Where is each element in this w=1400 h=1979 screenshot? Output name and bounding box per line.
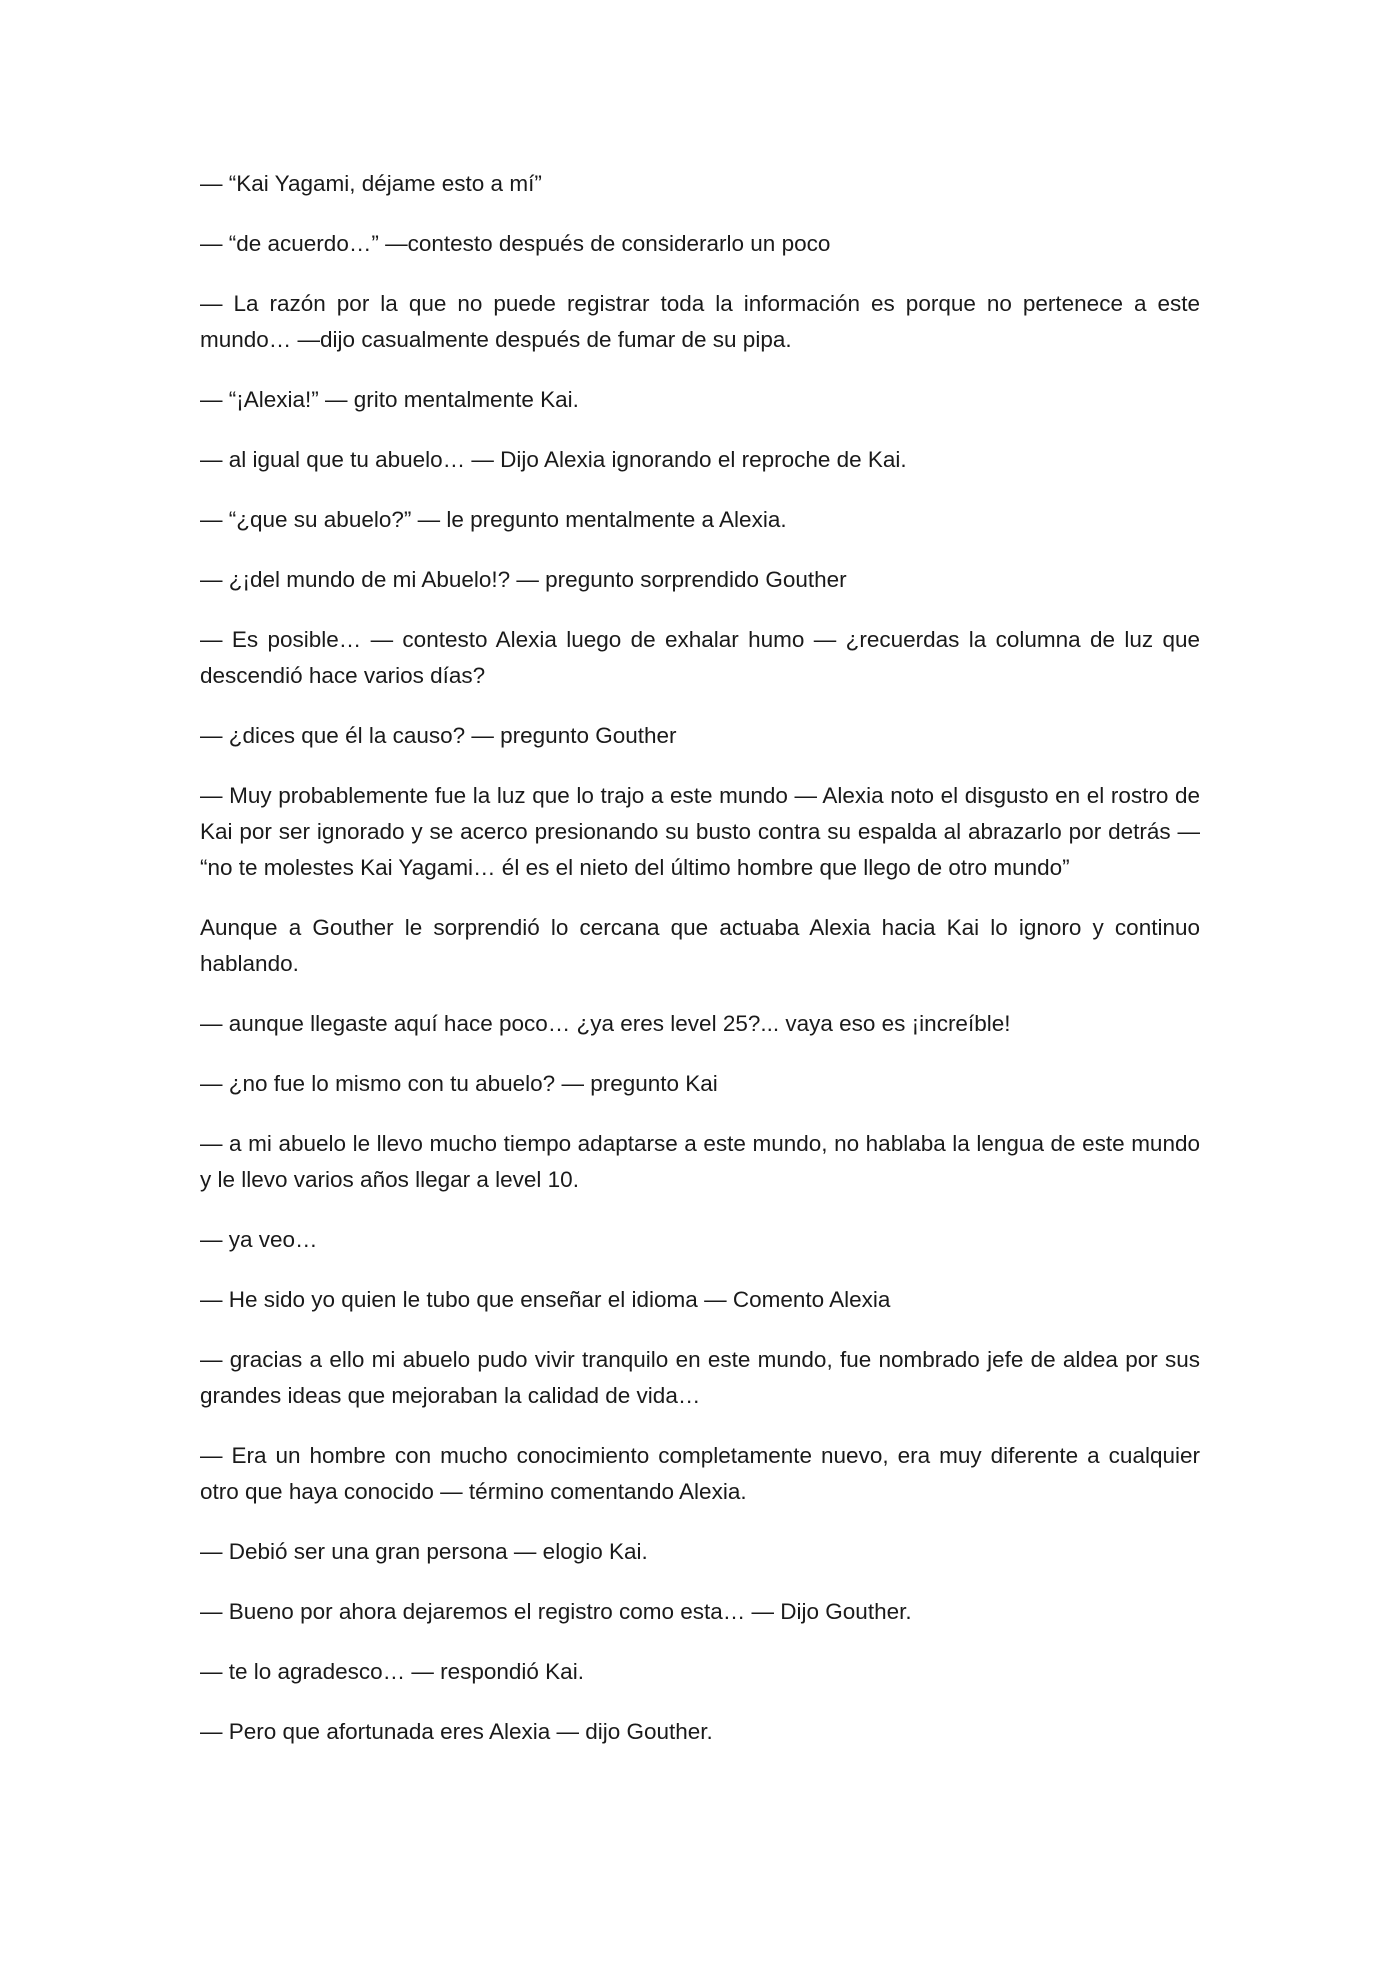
paragraph: — te lo agradesco… — respondió Kai. bbox=[200, 1659, 584, 1684]
paragraph: — “de acuerdo…” —contesto después de considerarlo un poco bbox=[200, 231, 831, 256]
paragraph: — gracias a ello mi abuelo pudo vivir tranquilo en este mundo, fue nombrado jefe de aldea por sus grandes ideas que mejoraban la calidad de vida… bbox=[200, 1347, 1200, 1408]
paragraph: — Debió ser una gran persona — elogio Kai. bbox=[200, 1539, 648, 1564]
paragraph: — ¿no fue lo mismo con tu abuelo? — pregunto Kai bbox=[200, 1071, 718, 1096]
paragraph: — Era un hombre con mucho conocimiento completamente nuevo, era muy diferente a cualquier otro que haya conocido — término comentando Alexia. bbox=[200, 1443, 1200, 1504]
paragraph: — al igual que tu abuelo… — Dijo Alexia ignorando el reproche de Kai. bbox=[200, 447, 907, 472]
paragraph: — He sido yo quien le tubo que enseñar el idioma — Comento Alexia bbox=[200, 1287, 891, 1312]
paragraph: — “¡Alexia!” — grito mentalmente Kai. bbox=[200, 387, 579, 412]
paragraph: — ¿¡del mundo de mi Abuelo!? — pregunto sorprendido Gouther bbox=[200, 567, 847, 592]
paragraph: — a mi abuelo le llevo mucho tiempo adaptarse a este mundo, no hablaba la lengua de este mundo y le llevo varios años llegar a level 10. bbox=[200, 1131, 1200, 1192]
paragraph: — Es posible… — contesto Alexia luego de exhalar humo — ¿recuerdas la columna de luz que descendió hace varios días? bbox=[200, 627, 1200, 688]
paragraph: — “Kai Yagami, déjame esto a mí” bbox=[200, 171, 542, 196]
paragraph: Aunque a Gouther le sorprendió lo cercana que actuaba Alexia hacia Kai lo ignoro y continuo hablando. bbox=[200, 915, 1200, 976]
paragraph: — “¿que su abuelo?” — le pregunto mentalmente a Alexia. bbox=[200, 507, 787, 532]
paragraph: — ¿dices que él la causo? — pregunto Gouther bbox=[200, 723, 677, 748]
paragraph: — aunque llegaste aquí hace poco… ¿ya eres level 25?... vaya eso es ¡increíble! bbox=[200, 1011, 1011, 1036]
document-body bbox=[200, 166, 1200, 1774]
paragraph: — ya veo… bbox=[200, 1227, 318, 1252]
paragraph: — La razón por la que no puede registrar toda la información es porque no pertenece a este mundo… —dijo casualmente después de fumar de su pipa. bbox=[200, 291, 1200, 352]
paragraph: — Muy probablemente fue la luz que lo trajo a este mundo — Alexia noto el disgusto en el rostro de Kai por ser ignorado y se acerco presionando su busto contra su espalda al abrazarlo por detrás — “no te molestes Kai Yagami… él es el nieto del último hombre que llego de otro mundo” bbox=[200, 783, 1200, 880]
paragraph: — Bueno por ahora dejaremos el registro como esta… — Dijo Gouther. bbox=[200, 1599, 912, 1624]
paragraph: — Pero que afortunada eres Alexia — dijo Gouther. bbox=[200, 1719, 713, 1744]
